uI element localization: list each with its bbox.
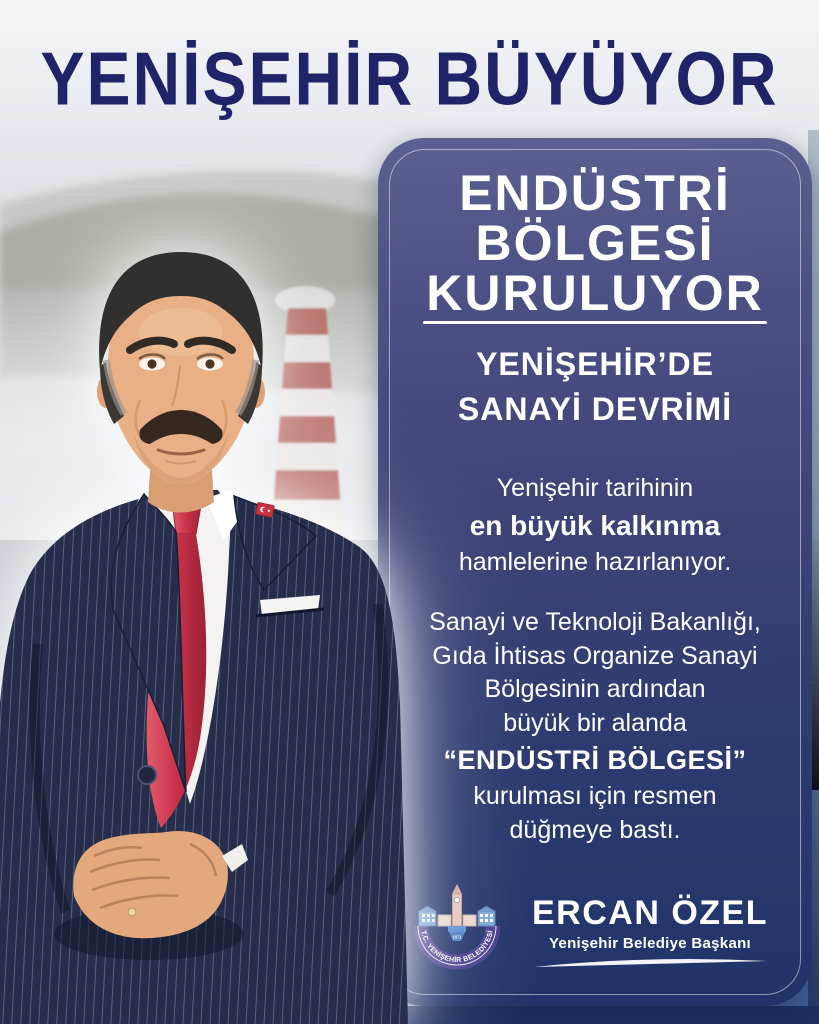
- subheading-line: YENİŞEHİR’DE: [476, 346, 714, 382]
- mayor-name: ERCAN ÖZEL: [532, 894, 768, 932]
- paragraph-line: Yenişehir tarihinin: [496, 474, 694, 502]
- paragraph-line: Sanayi ve Teknoloji Bakanlığı,: [429, 608, 761, 636]
- paragraph-line: Gıda İhtisas Organize Sanayi: [432, 641, 758, 670]
- mayor-title: Yenişehir Belediye Başkanı: [548, 935, 752, 952]
- paragraph-line: hamlelerine hazırlanıyor.: [458, 548, 732, 576]
- footer-text: [506, 894, 794, 969]
- body-paragraph: [392, 606, 798, 847]
- paragraph-line: büyük bir alanda: [503, 708, 687, 737]
- paragraph-line: düğmeye bastı.: [509, 815, 681, 844]
- announcement-card: [378, 138, 812, 1006]
- paragraph-line-bold: en büyük kalkınma: [469, 510, 721, 541]
- card-heading: [378, 165, 812, 321]
- page-title: YENİŞEHİR BÜYÜYOR: [40, 36, 779, 121]
- heading-underline: [423, 321, 767, 324]
- paragraph-line-bold: “ENDÜSTRİ BÖLGESİ”: [443, 745, 747, 775]
- logo-year: 1871: [452, 934, 462, 940]
- logo-clock-tower: [448, 884, 466, 941]
- face: [97, 252, 265, 513]
- subheading-line: SANAYİ DEVRİMİ: [457, 391, 733, 427]
- heading-line: KURULUYOR: [426, 265, 764, 321]
- logo-band-text: T.C. YENİŞEHİR BELEDİYESİ: [419, 929, 495, 965]
- card-footer: [378, 880, 812, 1000]
- card-subheading: [378, 342, 812, 432]
- paragraph-line: Bölgesinin ardından: [484, 675, 706, 703]
- intro-paragraph: [392, 470, 798, 581]
- heading-line: BÖLGESİ: [475, 215, 715, 271]
- ring: [128, 908, 136, 916]
- heading-line: ENDÜSTRİ: [459, 165, 731, 221]
- paragraph-line: kurulması için resmen: [473, 782, 717, 810]
- municipality-logo-icon: [414, 882, 500, 982]
- mayor-photo: [0, 244, 418, 1024]
- signature-swoosh-icon: [530, 955, 770, 969]
- jacket-button: [138, 766, 156, 784]
